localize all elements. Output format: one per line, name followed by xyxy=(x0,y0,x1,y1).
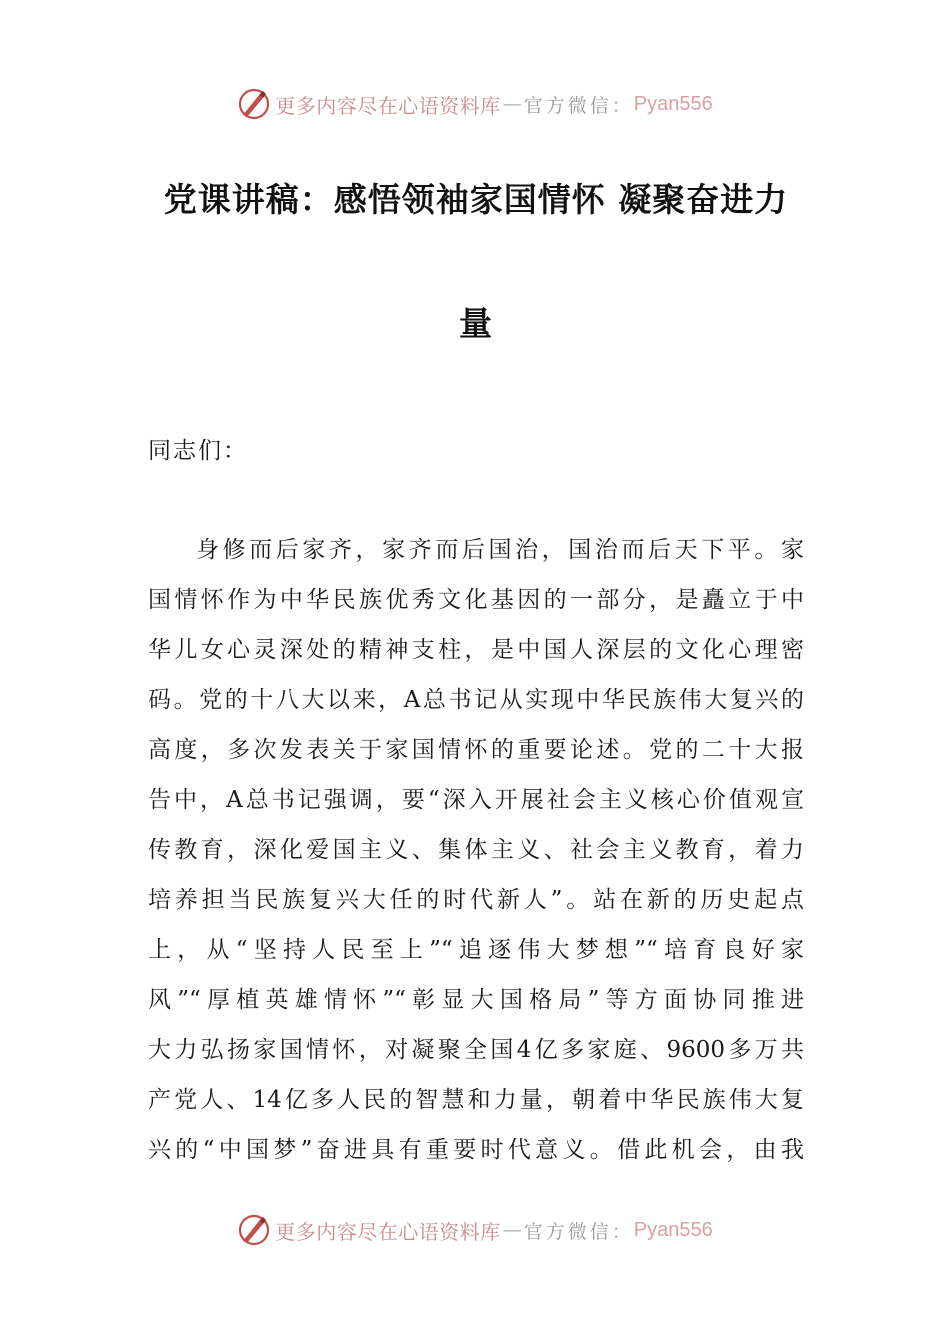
banner-separator: — xyxy=(502,1219,522,1241)
paragraph-line: 培养担当民族复兴大任的时代新人”。站在新的历史起点 xyxy=(148,887,804,913)
paragraph-line: 码。党的十八大以来，A总书记从实现中华民族伟大复兴的 xyxy=(148,687,804,713)
paragraph-line: 华儿女心灵深处的精神支柱，是中国人深层的文化心理密 xyxy=(148,637,804,663)
document-title-line-1: 党课讲稿：感悟领袖家国情怀 凝聚奋进力 xyxy=(163,180,789,219)
footer-banner xyxy=(0,1210,950,1250)
paragraph-line: 身修而后家齐，家齐而后国治，国治而后天下平。家 xyxy=(196,537,804,563)
pen-logo-icon xyxy=(237,1213,271,1247)
paragraph-line: 高度，多次发表关于家国情怀的重要论述。党的二十大报 xyxy=(148,737,804,763)
header-banner xyxy=(0,84,950,124)
wechat-account: Pyan556 xyxy=(633,92,713,115)
paragraph-line: 传教育，深化爱国主义、集体主义、社会主义教育，着力 xyxy=(148,837,804,863)
salutation: 同志们： xyxy=(148,438,248,464)
banner-separator: — xyxy=(502,93,522,115)
paragraph-line: 告中，A总书记强调，要“深入开展社会主义核心价值观宣 xyxy=(148,787,804,813)
wechat-account: Pyan556 xyxy=(633,1218,713,1241)
document-title-line-2: 量 xyxy=(459,304,493,343)
banner-text: 更多内容尽在心语资料库 xyxy=(275,1219,501,1244)
paragraph-line: 产党人、14亿多人民的智慧和力量，朝着中华民族伟大复 xyxy=(148,1087,804,1113)
paragraph-line: 上，从“坚持人民至上”“追逐伟大梦想”“培育良好家 xyxy=(148,937,804,963)
paragraph-line: 大力弘扬家国情怀，对凝聚全国4亿多家庭、9600多万共 xyxy=(148,1037,804,1063)
paragraph-line: 兴的“中国梦”奋进具有重要时代意义。借此机会，由我 xyxy=(148,1137,804,1163)
paragraph-line: 风”“厚植英雄情怀”“彰显大国格局”等方面协同推进 xyxy=(148,987,804,1013)
wechat-label: 官方微信： xyxy=(523,1220,634,1243)
banner-text: 更多内容尽在心语资料库 xyxy=(275,93,501,118)
body-paragraph xyxy=(148,525,804,1175)
paragraph-line: 国情怀作为中华民族优秀文化基因的一部分，是矗立于中 xyxy=(148,587,804,613)
wechat-label: 官方微信： xyxy=(523,94,634,117)
pen-logo-icon xyxy=(237,87,271,121)
